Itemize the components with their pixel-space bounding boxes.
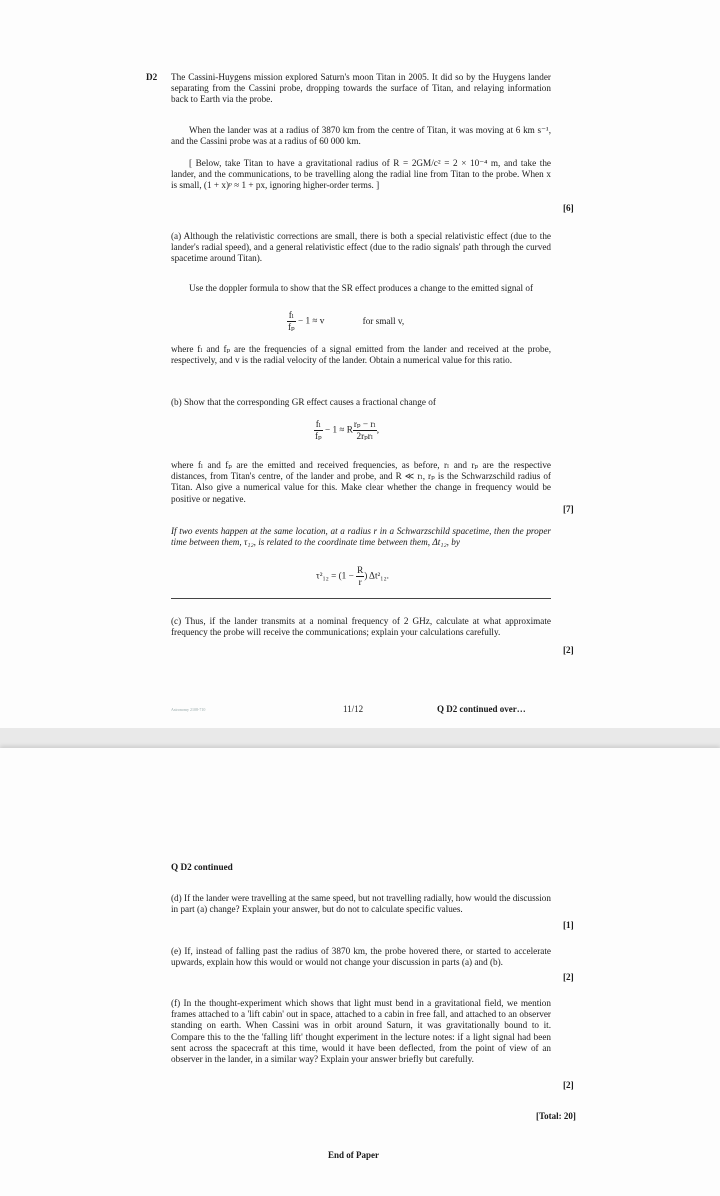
divider-line xyxy=(171,598,551,599)
question-label: D2 xyxy=(146,72,158,82)
part-b-text: (b) Show that the corresponding GR effect causes a fractional change of xyxy=(171,397,436,407)
eq2-tail: , xyxy=(376,424,379,435)
part-a-text: (a) Although the relativistic corrections are small, there is both a special relativistic effect (due to the lander's radial speed), and a general relativistic effect (due to the radio signals' path through the curved spacetime around Titan). xyxy=(171,231,551,264)
total-marks: [Total: 20] xyxy=(536,1111,576,1121)
footer-course-code: Astronomy 2108-710 xyxy=(171,707,206,712)
page-number: 11/12 xyxy=(343,704,364,714)
mark-c: [2] xyxy=(563,645,574,655)
eq3-frac-denominator: r xyxy=(358,577,362,587)
part-b-definitions: where fₗ and fₚ are the emitted and received frequencies, as before, rₗ and rₚ are the respective distances, from Titan's centre, of the lander and probe, and R ≪ rₗ, rₚ is the Schwarzschild radius of Titan. Also give a numerical value for this. Make clear whether the change in frequency would be positive or negative. xyxy=(171,460,551,504)
exam-page-12 xyxy=(0,748,720,1196)
eq2-numerator: fₗ xyxy=(315,419,322,429)
part-c-text: (c) Thus, if the lander transmits at a nominal frequency of 2 GHz, calculate at what approximate frequency the probe will receive the communications; explain your calculations carefully. xyxy=(171,616,551,638)
part-e-text: (e) If, instead of falling past the radius of 3870 km, the probe hovered there, or started to accelerate upwards, explain how this would or would not change your discussion in parts (a) and (b). xyxy=(171,946,551,968)
page-gap xyxy=(0,728,720,748)
mark-d: [1] xyxy=(563,920,574,930)
equation-sr-doppler xyxy=(287,310,404,333)
equation-proper-time xyxy=(316,565,389,588)
end-of-paper: End of Paper xyxy=(328,1150,380,1160)
assumptions-paragraph: [ Below, take Titan to have a gravitational radius of R = 2GM/c² = 2 × 10⁻⁴ m, and take the lander, and the communications, to be travelling along the radial line from Titan to the probe. When x is small, (1 + x)ᵖ ≈ 1 + px, ignoring higher-order terms. ] xyxy=(171,158,551,191)
eq2-r-numerator: rₚ − rₗ xyxy=(353,419,376,429)
eq3-frac-numerator: R xyxy=(357,565,364,575)
mark-intro: [6] xyxy=(563,203,574,213)
schwarzschild-hint: If two events happen at the same location, at a radius r in a Schwarzschild spacetime, then the proper time between them, τ₁₂, is related to the coordinate time between them, Δt₁₂, by xyxy=(171,526,551,548)
part-d-text: (d) If the lander were travelling at the same speed, but not travelling radially, how would the discussion in part (a) change? Explain your answer, but do not to calculate specific values. xyxy=(171,893,551,915)
eq1-denominator: fₚ xyxy=(288,322,295,332)
mark-f: [2] xyxy=(563,1080,574,1090)
eq1-note: for small v, xyxy=(362,315,405,326)
eq1-numerator: fₗ xyxy=(288,310,295,320)
continued-note: Q D2 continued over… xyxy=(437,704,526,714)
lander-radius-paragraph: When the lander was at a radius of 3870 km from the centre of Titan, it was moving at 6 km s⁻¹, and the Cassini probe was at a radius of 60 000 km. xyxy=(171,125,551,147)
intro-paragraph: The Cassini-Huygens mission explored Saturn's moon Titan in 2005. It did so by the Huygens lander separating from the Cassini probe, dropping towards the surface of Titan, and relaying information back to Earth via the probe. xyxy=(171,72,551,105)
mark-b: [7] xyxy=(563,504,574,514)
part-f-text: (f) In the thought-experiment which shows that light must bend in a gravitational field, we mention frames attached to a 'lift cabin' out in space, attached to a cabin in free fall, and attached to an observer standing on earth. When Cassini was in orbit around Saturn, it was gravitationally bound to it. Compare this to the the 'falling lift' thought experiment in the lecture notes: if a light signal had been sent across the spacecraft at this time, would it have been deflected, from the point of view of an observer in the lander, in a similar way? Explain your answer briefly but carefully. xyxy=(171,998,551,1065)
part-a-definitions: where fₗ and fₚ are the frequencies of a signal emitted from the lander and received at the probe, respectively, and v is the radial velocity of the lander. Obtain a numerical value for this ratio. xyxy=(171,344,551,366)
continued-heading: Q D2 continued xyxy=(171,862,233,872)
part-a-instruction: Use the doppler formula to show that the SR effect produces a change to the emitted signal of xyxy=(189,283,534,293)
eq2-denominator: fₚ xyxy=(315,431,322,441)
eq2-middle: − 1 ≈ R xyxy=(325,424,353,435)
eq2-r-denominator: 2rₚrₗ xyxy=(356,431,374,441)
mark-e: [2] xyxy=(563,972,574,982)
eq3-left: τ²₁₂ = (1 − xyxy=(316,570,354,581)
equation-gr-shift xyxy=(314,419,379,442)
eq3-right: ) Δt²₁₂. xyxy=(364,570,389,581)
eq1-rest: − 1 ≈ v xyxy=(298,315,325,326)
